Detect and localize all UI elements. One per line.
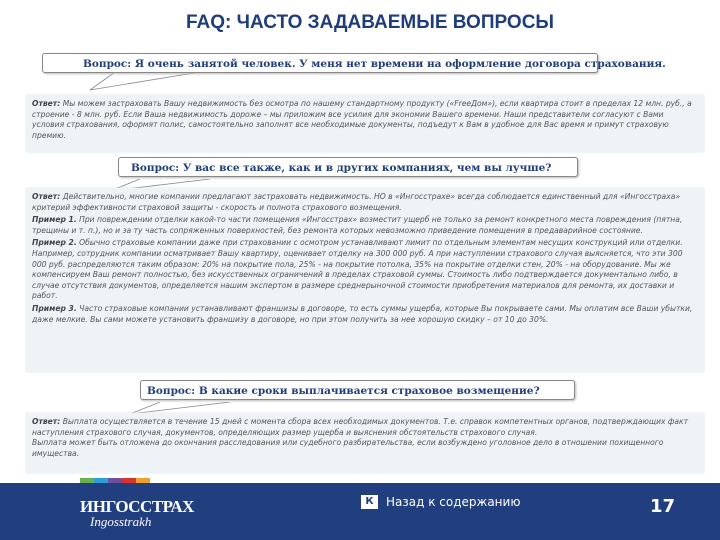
answer-2 — [26, 188, 704, 372]
logo-text-ru: ИНГОССТРАХ — [80, 497, 194, 516]
callout-tail — [60, 72, 220, 92]
example-text: Часто страховые компании устанавливают франшизы в договоре, то есть суммы ущерба, которые Вы покрываете сами. Мы оплатим все Ваши убытки, даже мелкие. Вы сами можете установить франшизу в договоре, но при этом получить за нее хорошую скидку – от 10 до 30%. — [32, 303, 693, 324]
answer-label: Ответ: — [32, 417, 61, 426]
color-strip — [122, 478, 136, 483]
answer-text: Выплата осуществляется в течение 15 дней с момента сбора всех необходимых документов. Т.е. справок компетентных органов, подтверждающих факт наступления страхового случая, документов, определяющих размер ущерба и выяснения обстоятельств страхового случая. — [32, 417, 689, 437]
color-strip — [108, 478, 122, 483]
example-label: Пример 2. — [32, 238, 77, 248]
logo-text-en: Ingosstrakh — [90, 514, 152, 529]
example-text: Обычно страховые компании даже при страховании с осмотром устанавливают лимит по отдельным элементам несущих конструкций или отделки. Например, сотрудник компании осматривает Вашу квартиру, оценивает отделку на 300 000 руб. А при наступлении страхового случая выясняется, что эти 300 000 руб. распределяются таким образом: 20% на покрытие пола, 25% - на покрытие потолка, 35% на покрытие отделки стен, 20% - на оборудование. Мы же компенсируем Ваш ремонт полностью, без искусственных ограничений в пределах страховой суммы. Стоимость либо подтверждается документально либо, в случае отсутствия документов, определяется нашим экспертом в размере среднерыночной стоимости приобретения материалов для ремонта, их доставки и работ. — [32, 238, 683, 301]
example-label: Пример 3. — [32, 303, 77, 313]
color-strip — [94, 478, 108, 483]
page-title: FAQ: ЧАСТО ЗАДАВАЕМЫЕ ВОПРОСЫ — [185, 12, 555, 33]
color-strip — [80, 478, 94, 483]
example-label: Пример 1. — [32, 215, 77, 225]
page-number: 17 — [650, 496, 676, 517]
color-strip — [136, 478, 150, 483]
answer-text: Мы можем застраховать Вашу недвижимость без осмотра по нашему стандартному продукту («FreeДом»), если квартира стоит в пределах 12 млн. руб., а строение - 8 млн. руб. Если Ваша недвижимость дороже – мы приложим все усилия для экономии Вашего времени. Наши представители согласуют с Вами условия страхования, оформят полис, самостоятельно заполнят все необходимые документы, подъедут к Вам в удобное для Вас время и примут страховую премию. — [32, 99, 692, 140]
answer-3 — [26, 413, 704, 473]
back-to-contents-link[interactable] — [361, 495, 520, 509]
answer-text: Выплата может быть отложена до окончания расследования или судебного разбирательства, если возбуждено уголовное дело в отношении похищенного имущества. — [32, 438, 664, 458]
back-label: Назад к содержанию — [386, 495, 521, 509]
ingosstrakh-logo — [80, 497, 194, 530]
question-1: Вопрос: Я очень занятой человек. У меня нет времени на оформление договора страхования. — [42, 53, 598, 73]
back-icon: К — [361, 495, 378, 509]
answer-1 — [26, 95, 704, 152]
answer-label: Ответ: — [32, 192, 61, 201]
example-text: При повреждении отделки какой-то части помещения «Ингосстрах» возместит ущерб не только за ремонт конкретного места повреждения (пятна, трещины и т. п.), но и за ту часть сопряженных поверхностей, без ремонта которых невозможно приведение помещения в предаварийное состояние. — [32, 215, 683, 235]
answer-text: Действительно, многие компании предлагают застраховать недвижимость. НО в «Ингосстрахе» всегда соблюдается единственный для «Ингосстраха» критерий эффективности страховой защиты - скорость и полнота страхового возмещения. — [32, 192, 681, 212]
question-2: Вопрос: У вас все также, как и в других компаниях, чем вы лучше? — [118, 157, 578, 177]
answer-label: Ответ: — [32, 99, 61, 108]
question-3: Вопрос: В какие сроки выплачивается страховое возмещение? — [140, 380, 575, 400]
